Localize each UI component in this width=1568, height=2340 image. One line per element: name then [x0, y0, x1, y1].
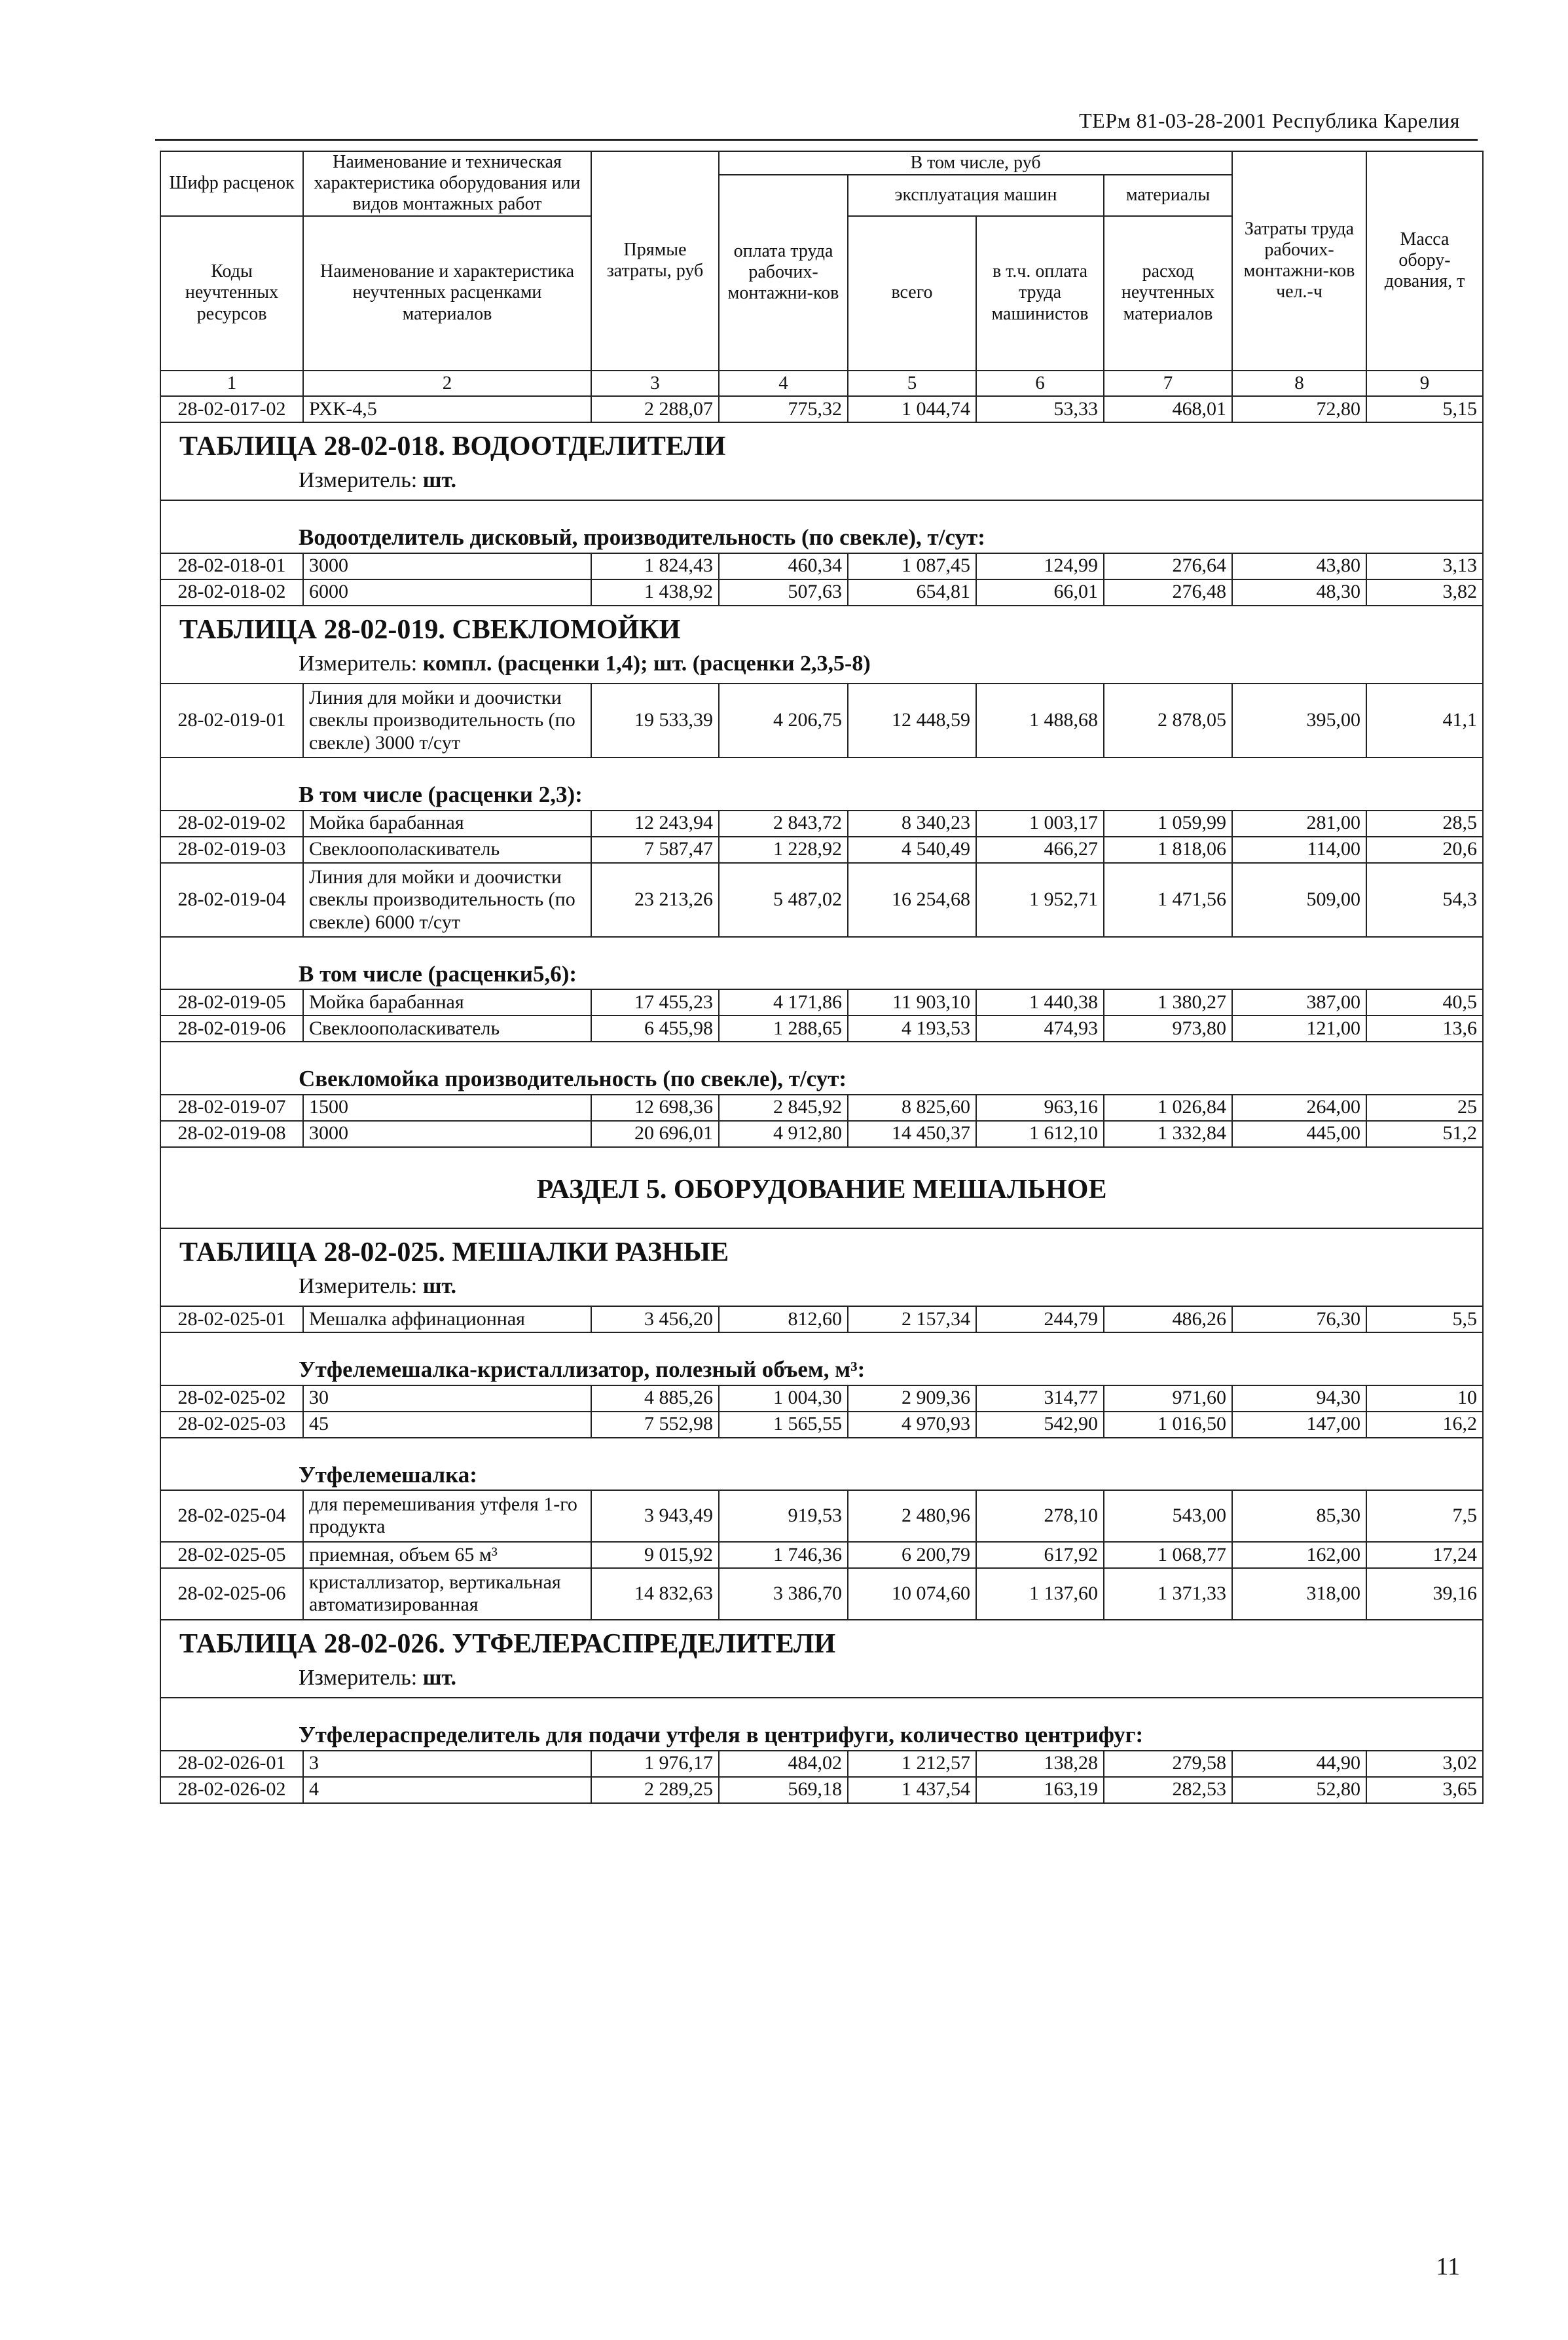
rate-code: 28-02-017-02 — [160, 396, 303, 422]
direct-costs-value: 20 696,01 — [591, 1121, 719, 1147]
mass-value: 54,3 — [1366, 863, 1483, 938]
direct-costs-value: 14 832,63 — [591, 1568, 719, 1620]
section-title: РАЗДЕЛ 5. ОБОРУДОВАНИЕ МЕШАЛЬНОЕ — [160, 1147, 1483, 1228]
labor-pay-value: 460,34 — [719, 553, 848, 579]
document-code-header: ТЕРм 81-03-28-2001 Республика Карелия — [1079, 109, 1460, 132]
mass-value: 5,15 — [1366, 396, 1483, 422]
rate-code: 28-02-019-02 — [160, 811, 303, 837]
table-row — [160, 811, 1483, 837]
col-number: 8 — [1232, 371, 1366, 396]
work-name: Свеклоополаскиватель — [303, 1015, 591, 1042]
labor-hours-value: 281,00 — [1232, 811, 1366, 837]
labor-pay-value: 2 843,72 — [719, 811, 848, 837]
labor-pay-value: 2 845,92 — [719, 1095, 848, 1121]
labor-pay-value: 1 004,30 — [719, 1385, 848, 1412]
col-mass: Масса обору-дования, т — [1366, 151, 1483, 371]
labor-pay-value: 1 565,55 — [719, 1412, 848, 1438]
labor-pay-value: 1 746,36 — [719, 1542, 848, 1568]
table-row — [160, 1490, 1483, 1542]
col-number: 7 — [1104, 371, 1232, 396]
operator-pay-value: 1 488,68 — [976, 684, 1104, 758]
rate-code: 28-02-025-04 — [160, 1490, 303, 1542]
materials-value: 276,48 — [1104, 579, 1232, 606]
materials-value: 2 878,05 — [1104, 684, 1232, 758]
direct-costs-value: 23 213,26 — [591, 863, 719, 938]
operator-pay-value: 314,77 — [976, 1385, 1104, 1412]
machine-total-value: 11 903,10 — [848, 989, 976, 1015]
work-name: 4 — [303, 1777, 591, 1803]
mass-value: 3,13 — [1366, 553, 1483, 579]
measurement-value: компл. (расценки 1,4); шт. (расценки 2,3,5-8) — [422, 651, 871, 676]
column-numbers-row — [160, 371, 1483, 396]
col-labor-hours: Затраты труда рабочих-монтажни-ков чел.-ч — [1232, 151, 1366, 371]
operator-pay-value: 1 440,38 — [976, 989, 1104, 1015]
labor-hours-value: 114,00 — [1232, 837, 1366, 863]
labor-pay-value: 507,63 — [719, 579, 848, 606]
col-number: 6 — [976, 371, 1104, 396]
labor-pay-value: 4 912,80 — [719, 1121, 848, 1147]
col-name-top: Наименование и техническая характеристика оборудования или видов монтажных работ — [303, 151, 591, 216]
direct-costs-value: 2 289,25 — [591, 1777, 719, 1803]
rate-code: 28-02-019-08 — [160, 1121, 303, 1147]
work-name: приемная, объем 65 м³ — [303, 1542, 591, 1568]
table-row — [160, 1385, 1483, 1412]
machine-total-value: 654,81 — [848, 579, 976, 606]
materials-value: 543,00 — [1104, 1490, 1232, 1542]
table-row — [160, 1751, 1483, 1777]
labor-hours-value: 445,00 — [1232, 1121, 1366, 1147]
group-subheading: Утфелераспределитель для подачи утфеля в центрифуги, количество центрифуг: — [160, 1698, 1483, 1750]
direct-costs-value: 12 698,36 — [591, 1095, 719, 1121]
measurement-label: Измеритель: — [299, 651, 418, 676]
col-number: 3 — [591, 371, 719, 396]
direct-costs-value: 3 456,20 — [591, 1306, 719, 1332]
group-subheading: Свекломойка производительность (по свекле), т/сут: — [160, 1042, 1483, 1094]
work-name: 3000 — [303, 553, 591, 579]
labor-pay-value: 569,18 — [719, 1777, 848, 1803]
table-row — [160, 863, 1483, 938]
col-number: 4 — [719, 371, 848, 396]
operator-pay-value: 53,33 — [976, 396, 1104, 422]
col-group-incl: В том числе, руб — [719, 151, 1232, 175]
direct-costs-value: 2 288,07 — [591, 396, 719, 422]
operator-pay-value: 163,19 — [976, 1777, 1104, 1803]
operator-pay-value: 1 003,17 — [976, 811, 1104, 837]
table-row — [160, 684, 1483, 758]
materials-value: 971,60 — [1104, 1385, 1232, 1412]
table-row — [160, 989, 1483, 1015]
direct-costs-value: 1 976,17 — [591, 1751, 719, 1777]
materials-value: 1 471,56 — [1104, 863, 1232, 938]
measurement-label: Измеритель: — [299, 468, 418, 493]
col-direct-costs: Прямые затраты, руб — [591, 151, 719, 371]
labor-pay-value: 1 228,92 — [719, 837, 848, 863]
work-name: 45 — [303, 1412, 591, 1438]
col-materials-name: Наименование и характеристика неучтенных расценками материалов — [303, 216, 591, 371]
machine-total-value: 1 212,57 — [848, 1751, 976, 1777]
materials-value: 282,53 — [1104, 1777, 1232, 1803]
materials-value: 1 380,27 — [1104, 989, 1232, 1015]
labor-pay-value: 775,32 — [719, 396, 848, 422]
materials-value: 468,01 — [1104, 396, 1232, 422]
table-row — [160, 1412, 1483, 1438]
machine-total-value: 4 193,53 — [848, 1015, 976, 1042]
work-name: для перемешивания утфеля 1-го продукта — [303, 1490, 591, 1542]
direct-costs-value: 3 943,49 — [591, 1490, 719, 1542]
operator-pay-value: 1 137,60 — [976, 1568, 1104, 1620]
labor-pay-value: 812,60 — [719, 1306, 848, 1332]
operator-pay-value: 244,79 — [976, 1306, 1104, 1332]
operator-pay-value: 1 612,10 — [976, 1121, 1104, 1147]
rate-code: 28-02-025-05 — [160, 1542, 303, 1568]
direct-costs-value: 12 243,94 — [591, 811, 719, 837]
table-row — [160, 1121, 1483, 1147]
page-number: 11 — [1436, 2253, 1460, 2280]
mass-value: 3,82 — [1366, 579, 1483, 606]
operator-pay-value: 466,27 — [976, 837, 1104, 863]
measurement-unit — [160, 1272, 1483, 1306]
direct-costs-value: 1 824,43 — [591, 553, 719, 579]
materials-value: 276,64 — [1104, 553, 1232, 579]
rates-table — [160, 151, 1484, 1804]
group-subheading: Утфелемешалка-кристаллизатор, полезный объем, м³: — [160, 1332, 1483, 1385]
work-name: Свеклоополаскиватель — [303, 837, 591, 863]
mass-value: 3,65 — [1366, 1777, 1483, 1803]
machine-total-value: 2 909,36 — [848, 1385, 976, 1412]
work-name: Линия для мойки и доочистки свеклы производительность (по свекле) 6000 т/сут — [303, 863, 591, 938]
work-name: Линия для мойки и доочистки свеклы производительность (по свекле) 3000 т/сут — [303, 684, 591, 758]
group-subheading: В том числе (расценки5,6): — [160, 937, 1483, 989]
measurement-label: Измеритель: — [299, 1274, 418, 1299]
mass-value: 25 — [1366, 1095, 1483, 1121]
mass-value: 7,5 — [1366, 1490, 1483, 1542]
group-subheading: В том числе (расценки 2,3): — [160, 758, 1483, 810]
mass-value: 16,2 — [1366, 1412, 1483, 1438]
table-row — [160, 837, 1483, 863]
labor-hours-value: 52,80 — [1232, 1777, 1366, 1803]
table-title-025: ТАБЛИЦА 28-02-025. МЕШАЛКИ РАЗНЫЕ — [160, 1228, 1483, 1272]
work-name: 3 — [303, 1751, 591, 1777]
table-row — [160, 553, 1483, 579]
col-number: 1 — [160, 371, 303, 396]
measurement-value: шт. — [422, 1274, 457, 1299]
table-row — [160, 579, 1483, 606]
work-name: РХК-4,5 — [303, 396, 591, 422]
labor-pay-value: 1 288,65 — [719, 1015, 848, 1042]
materials-value: 279,58 — [1104, 1751, 1232, 1777]
mass-value: 5,5 — [1366, 1306, 1483, 1332]
group-subheading: Утфелемешалка: — [160, 1438, 1483, 1490]
rate-code: 28-02-019-05 — [160, 989, 303, 1015]
direct-costs-value: 7 552,98 — [591, 1412, 719, 1438]
measurement-value: шт. — [422, 468, 457, 493]
labor-hours-value: 43,80 — [1232, 553, 1366, 579]
direct-costs-value: 7 587,47 — [591, 837, 719, 863]
rate-code: 28-02-019-07 — [160, 1095, 303, 1121]
labor-hours-value: 121,00 — [1232, 1015, 1366, 1042]
col-number: 2 — [303, 371, 591, 396]
labor-pay-value: 5 487,02 — [719, 863, 848, 938]
rate-code: 28-02-018-02 — [160, 579, 303, 606]
rate-code: 28-02-025-06 — [160, 1568, 303, 1620]
machine-total-value: 2 480,96 — [848, 1490, 976, 1542]
labor-hours-value: 264,00 — [1232, 1095, 1366, 1121]
materials-value: 1 818,06 — [1104, 837, 1232, 863]
col-number: 9 — [1366, 371, 1483, 396]
direct-costs-value: 6 455,98 — [591, 1015, 719, 1042]
operator-pay-value: 1 952,71 — [976, 863, 1104, 938]
table-row — [160, 1542, 1483, 1568]
labor-hours-value: 395,00 — [1232, 684, 1366, 758]
materials-value: 1 016,50 — [1104, 1412, 1232, 1438]
col-labor-pay: оплата труда рабочих-монтажни-ков — [719, 175, 848, 371]
rate-code: 28-02-019-01 — [160, 684, 303, 758]
table-title-026: ТАБЛИЦА 28-02-026. УТФЕЛЕРАСПРЕДЕЛИТЕЛИ — [160, 1620, 1483, 1664]
mass-value: 13,6 — [1366, 1015, 1483, 1042]
table-row — [160, 396, 1483, 422]
materials-value: 973,80 — [1104, 1015, 1232, 1042]
operator-pay-value: 124,99 — [976, 553, 1104, 579]
materials-value: 1 059,99 — [1104, 811, 1232, 837]
group-subheading: Водоотделитель дисковый, производительность (по свекле), т/сут: — [160, 500, 1483, 553]
materials-value: 1 332,84 — [1104, 1121, 1232, 1147]
labor-hours-value: 318,00 — [1232, 1568, 1366, 1620]
materials-value: 1 068,77 — [1104, 1542, 1232, 1568]
table-title-019: ТАБЛИЦА 28-02-019. СВЕКЛОМОЙКИ — [160, 606, 1483, 649]
direct-costs-value: 17 455,23 — [591, 989, 719, 1015]
labor-hours-value: 147,00 — [1232, 1412, 1366, 1438]
operator-pay-value: 66,01 — [976, 579, 1104, 606]
direct-costs-value: 19 533,39 — [591, 684, 719, 758]
operator-pay-value: 542,90 — [976, 1412, 1104, 1438]
operator-pay-value: 138,28 — [976, 1751, 1104, 1777]
labor-hours-value: 48,30 — [1232, 579, 1366, 606]
col-machine-total: всего — [848, 216, 976, 371]
col-resource-codes: Коды неучтенных ресурсов — [160, 216, 303, 371]
labor-pay-value: 3 386,70 — [719, 1568, 848, 1620]
measurement-unit — [160, 1664, 1483, 1698]
machine-total-value: 10 074,60 — [848, 1568, 976, 1620]
labor-pay-value: 4 206,75 — [719, 684, 848, 758]
mass-value: 3,02 — [1366, 1751, 1483, 1777]
work-name: 1500 — [303, 1095, 591, 1121]
rate-code: 28-02-026-01 — [160, 1751, 303, 1777]
mass-value: 40,5 — [1366, 989, 1483, 1015]
labor-pay-value: 919,53 — [719, 1490, 848, 1542]
rate-code: 28-02-025-03 — [160, 1412, 303, 1438]
labor-hours-value: 44,90 — [1232, 1751, 1366, 1777]
machine-total-value: 4 970,93 — [848, 1412, 976, 1438]
col-materials-group: материалы — [1104, 175, 1232, 216]
rate-code: 28-02-018-01 — [160, 553, 303, 579]
operator-pay-value: 963,16 — [976, 1095, 1104, 1121]
work-name: 6000 — [303, 579, 591, 606]
measurement-value: шт. — [422, 1666, 457, 1691]
machine-total-value: 4 540,49 — [848, 837, 976, 863]
header-rule — [155, 139, 1478, 141]
labor-pay-value: 484,02 — [719, 1751, 848, 1777]
materials-value: 1 371,33 — [1104, 1568, 1232, 1620]
table-row — [160, 1306, 1483, 1332]
work-name: 3000 — [303, 1121, 591, 1147]
direct-costs-value: 9 015,92 — [591, 1542, 719, 1568]
machine-total-value: 16 254,68 — [848, 863, 976, 938]
labor-hours-value: 387,00 — [1232, 989, 1366, 1015]
machine-total-value: 12 448,59 — [848, 684, 976, 758]
machine-total-value: 8 340,23 — [848, 811, 976, 837]
mass-value: 20,6 — [1366, 837, 1483, 863]
labor-hours-value: 72,80 — [1232, 396, 1366, 422]
rate-code: 28-02-026-02 — [160, 1777, 303, 1803]
rate-code: 28-02-025-02 — [160, 1385, 303, 1412]
labor-hours-value: 85,30 — [1232, 1490, 1366, 1542]
measurement-unit — [160, 466, 1483, 500]
machine-total-value: 1 437,54 — [848, 1777, 976, 1803]
rate-code: 28-02-019-03 — [160, 837, 303, 863]
materials-value: 1 026,84 — [1104, 1095, 1232, 1121]
rate-code: 28-02-025-01 — [160, 1306, 303, 1332]
measurement-label: Измеритель: — [299, 1666, 418, 1691]
labor-hours-value: 94,30 — [1232, 1385, 1366, 1412]
col-code-top: Шифр расценок — [160, 151, 303, 216]
mass-value: 41,1 — [1366, 684, 1483, 758]
col-operator-pay: в т.ч. оплата труда машинистов — [976, 216, 1104, 371]
machine-total-value: 8 825,60 — [848, 1095, 976, 1121]
labor-hours-value: 509,00 — [1232, 863, 1366, 938]
col-materials-consumption: расход неучтенных материалов — [1104, 216, 1232, 371]
labor-hours-value: 162,00 — [1232, 1542, 1366, 1568]
machine-total-value: 14 450,37 — [848, 1121, 976, 1147]
machine-total-value: 6 200,79 — [848, 1542, 976, 1568]
materials-value: 486,26 — [1104, 1306, 1232, 1332]
machine-total-value: 1 044,74 — [848, 396, 976, 422]
labor-hours-value: 76,30 — [1232, 1306, 1366, 1332]
operator-pay-value: 474,93 — [976, 1015, 1104, 1042]
mass-value: 28,5 — [1366, 811, 1483, 837]
machine-total-value: 2 157,34 — [848, 1306, 976, 1332]
operator-pay-value: 617,92 — [976, 1542, 1104, 1568]
operator-pay-value: 278,10 — [976, 1490, 1104, 1542]
measurement-unit — [160, 649, 1483, 684]
table-title-018: ТАБЛИЦА 28-02-018. ВОДООТДЕЛИТЕЛИ — [160, 422, 1483, 466]
table-row — [160, 1015, 1483, 1042]
mass-value: 10 — [1366, 1385, 1483, 1412]
direct-costs-value: 4 885,26 — [591, 1385, 719, 1412]
table-row — [160, 1777, 1483, 1803]
mass-value: 17,24 — [1366, 1542, 1483, 1568]
work-name: Мешалка аффинационная — [303, 1306, 591, 1332]
mass-value: 39,16 — [1366, 1568, 1483, 1620]
col-machine-exploitation: эксплуатация машин — [848, 175, 1104, 216]
work-name: 30 — [303, 1385, 591, 1412]
work-name: Мойка барабанная — [303, 989, 591, 1015]
table-row — [160, 1568, 1483, 1620]
labor-pay-value: 4 171,86 — [719, 989, 848, 1015]
col-number: 5 — [848, 371, 976, 396]
machine-total-value: 1 087,45 — [848, 553, 976, 579]
table-row — [160, 1095, 1483, 1121]
rate-code: 28-02-019-04 — [160, 863, 303, 938]
rate-code: 28-02-019-06 — [160, 1015, 303, 1042]
work-name: кристаллизатор, вертикальная автоматизированная — [303, 1568, 591, 1620]
work-name: Мойка барабанная — [303, 811, 591, 837]
mass-value: 51,2 — [1366, 1121, 1483, 1147]
direct-costs-value: 1 438,92 — [591, 579, 719, 606]
